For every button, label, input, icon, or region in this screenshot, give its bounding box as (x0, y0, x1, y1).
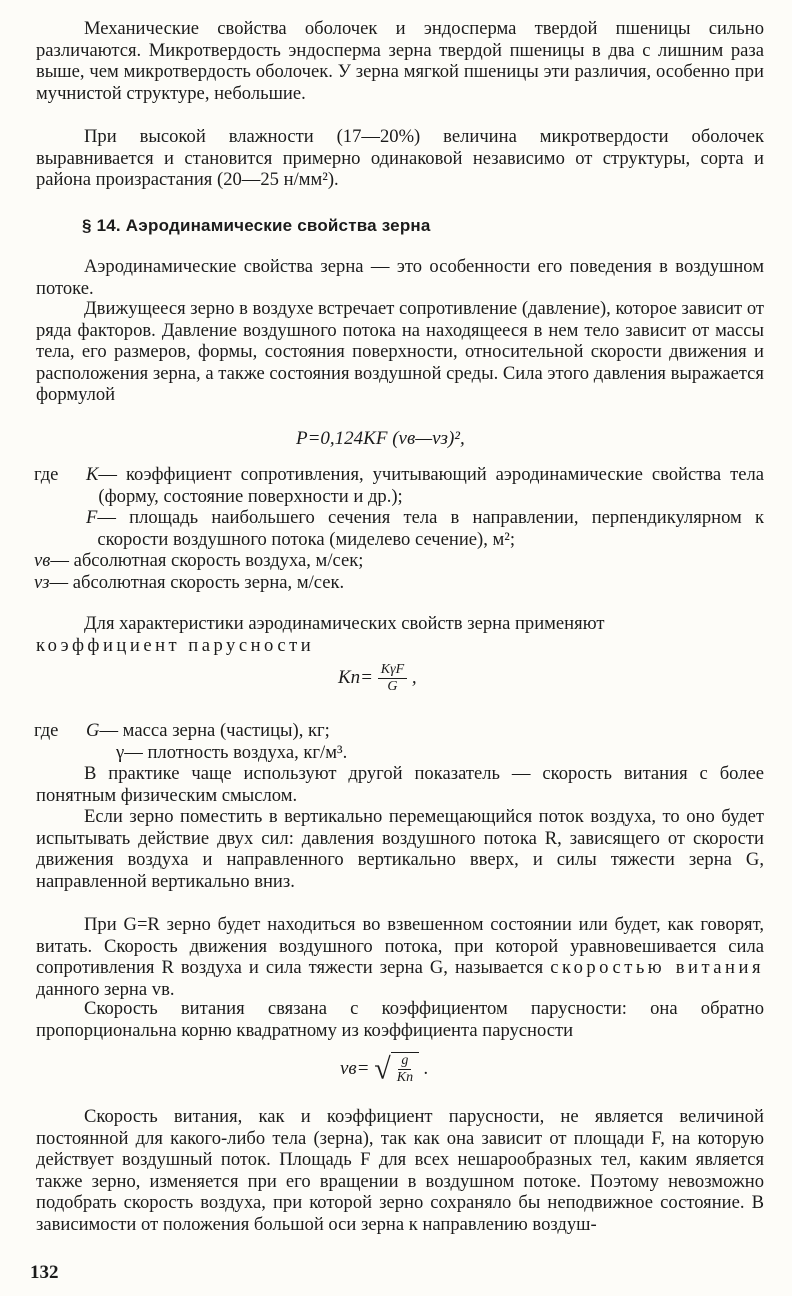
paragraph-vertical-flow (36, 806, 764, 892)
paragraph-text: В практике чаще используют другой показатель — скорость витания с более понятным физическим смыслом. (36, 763, 764, 806)
symbol-vv: vв (34, 550, 51, 571)
formula-fraction (397, 1053, 413, 1086)
fraction-denominator: Kп (396, 1070, 414, 1085)
paragraph-pressure (36, 298, 764, 406)
definition-F (34, 507, 764, 550)
definition-gamma (34, 742, 764, 764)
definition-text: — абсолютная скорость зерна, м/сек. (49, 571, 345, 593)
sqrt-sign-icon: √ (374, 1052, 391, 1086)
paragraph-sail-coef (36, 613, 764, 656)
paragraph-text: Аэродинамические свойства зерна — это особенности его поведения в воздушном потоке. (36, 256, 764, 299)
symbol-K: K (86, 464, 99, 485)
formula-lhs: vв= (340, 1057, 370, 1079)
formula-fraction (378, 662, 407, 695)
definition-text: — площадь наибольшего сечения тела в направлении, перпендикулярном к скорости воздушного потока (миделево сечение), м²; (97, 507, 764, 550)
paragraph-text: Если зерно поместить в вертикально перемещающийся поток воздуха, то оно будет испытывать действие двух сил: давления воздушного потока R, зависящего от скорости движения воздуха и направленного вертикально вверх, и силы тяжести зерна G, направленной вертикально вниз. (36, 806, 764, 892)
where-label: где (34, 720, 59, 741)
symbol-G: G (86, 720, 100, 741)
formula-tail: , (411, 666, 417, 688)
definition-G (34, 720, 764, 742)
formula-lhs: Kп= (338, 666, 373, 688)
paragraph-variability (36, 1106, 764, 1235)
fraction-numerator: g (398, 1053, 411, 1070)
paragraph-text: Для характеристики аэродинамических свойств зерна применяют (84, 613, 605, 634)
paragraph-definition (36, 256, 764, 299)
paragraph-equilibrium (36, 914, 764, 1000)
formula-radicand (391, 1052, 419, 1086)
symbol-F: F (86, 507, 98, 528)
page-number: 132 (30, 1262, 59, 1283)
formula-float-speed (340, 1052, 429, 1087)
symbol-vz: vз (34, 571, 50, 593)
paragraph-mechanical (36, 18, 764, 104)
paragraph-text: При высокой влажности (17—20%) величина микротвердости оболочек выравнивается и становится примерно одинаковой независимо от структуры, сорта и района произрастания (20—25 н/мм²). (36, 126, 764, 190)
paragraph-humidity (36, 126, 764, 191)
paragraph-text: Движущееся зерно в воздухе встречает сопротивление (давление), которое зависит от ряда факторов. Давление воздушного потока на находящееся в нем тело зависит от массы тела, его размеров, формы, состояния поверхности, относительной скорости движения и расположения зерна, а также состояния воздушной среды. Сила этого давления выражается формулой (36, 298, 764, 405)
term-sail-coefficient: коэффициент парусности (36, 634, 315, 656)
formula-pressure: P=0,124KF (vв—vз)², (296, 428, 465, 449)
paragraph-text: Скорость витания, как и коэффициент парусности, не является величиной постоянной для какого-либо тела (зерна), так как она зависит от площади F, на которую действует воздушный поток. Площадь F для всех нешарообразных тел, каким является также зерно, изменяется при его вращении в воздушном потоке. Поэтому невозможно подобрать скорость воздуха, при которой зерно сохраняло бы неподвижное состояние. В зависимости от положения большой оси зерна к направлению воздуш- (36, 1106, 764, 1235)
paragraph-float-speed (36, 763, 764, 806)
definition-K (34, 464, 764, 507)
paragraph-text: При G=R зерно будет находиться во взвешенном состоянии или будет, как говорят, витать. Скорость движения воздушного потока, при которой уравновешивается сила сопротивления R воздуха и сила тяжести зерна G, называется скоростью витания данного зерна vв. (36, 914, 765, 1000)
definition-text: — плотность воздуха, кг/м³. (124, 741, 348, 763)
term-float-speed: скоростью витания (550, 957, 765, 978)
definition-vv (34, 550, 764, 572)
formula-tail: . (423, 1057, 429, 1079)
definitions-list-1 (34, 464, 764, 593)
definition-text: — масса зерна (частицы), кг; (99, 720, 330, 741)
definition-text: — коэффициент сопротивления, учитывающий аэродинамические свойства тела (форму, состояние поверхности и др.); (98, 464, 764, 507)
definition-text: — абсолютная скорость воздуха, м/сек; (50, 550, 364, 571)
where-label: где (34, 464, 59, 485)
paragraph-text: Механические свойства оболочек и эндосперма твердой пшеницы сильно различаются. Микротвердость эндосперма зерна твердой пшеницы в два с лишним раза выше, чем микротвердость оболочек. У зерна мягкой пшеницы эти различия, особенно при мучнистой структуре, небольшие. (36, 18, 764, 104)
formula-sail-coefficient (338, 662, 417, 695)
definitions-list-2 (34, 720, 764, 763)
symbol-gamma: γ (116, 741, 125, 763)
paragraph-relation (36, 998, 764, 1041)
definition-vz (34, 572, 764, 594)
section-heading: § 14. Аэродинамические свойства зерна (82, 216, 431, 235)
fraction-numerator: KγF (378, 662, 407, 679)
fraction-denominator: G (387, 679, 398, 694)
paragraph-text: Скорость витания связана с коэффициентом парусности: она обратно пропорциональна корню квадратному из коэффициента парусности (36, 998, 764, 1041)
